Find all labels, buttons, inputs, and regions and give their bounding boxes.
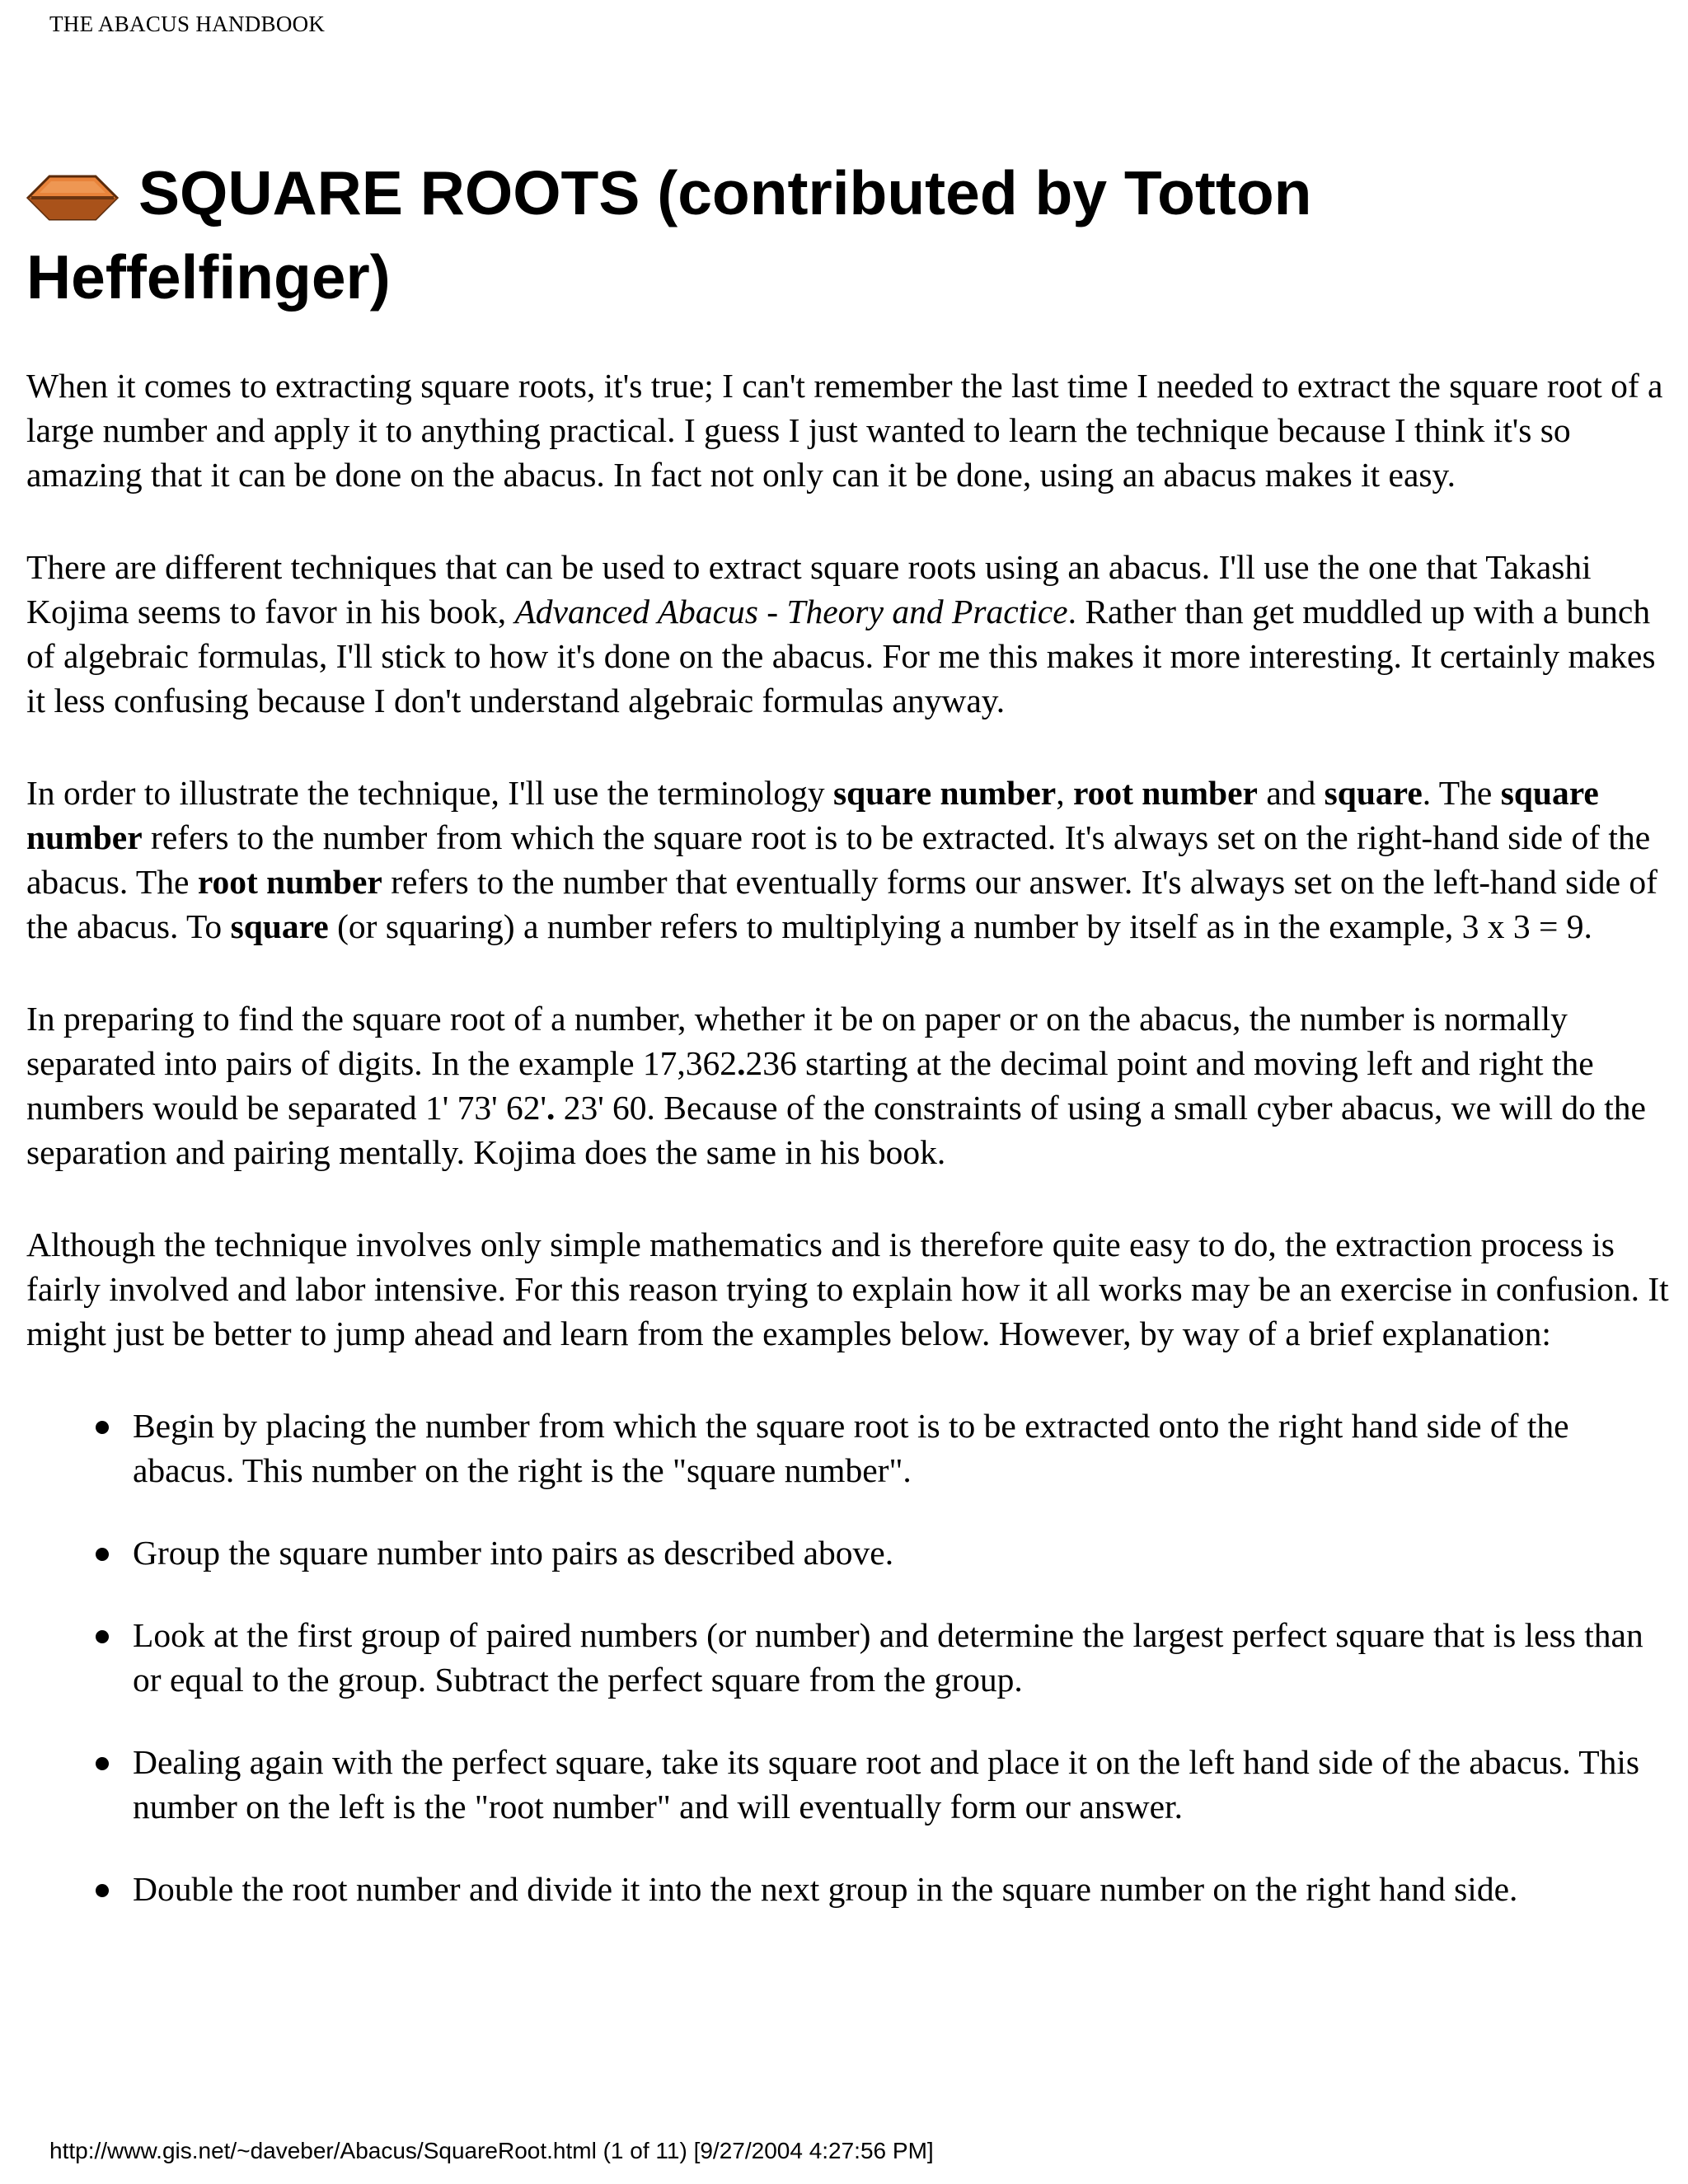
paragraph-text: There are different techniques that can be used to extract square roots using an abacus. I'll use the one that Takashi Kojima seems to favor in his book, xyxy=(26,548,1592,630)
list-item xyxy=(133,1740,1679,1829)
paragraph-text: . Rather than get muddled up with a bunch of algebraic formulas, I'll stick to how it's done on the abacus. For me this makes it more interesting. It certainly makes it less confusing because I don't understand algebraic formulas anyway. xyxy=(26,593,1656,719)
bullet-icon xyxy=(96,1884,109,1897)
paragraph-text: 23' 60. Because of the constraints of using a small cyber abacus, we will do the separation and pairing mentally. Kojima does the same in his book. xyxy=(26,1089,1646,1171)
paragraph-text: 236 starting at the decimal point and moving left and right the numbers would be separated 1' 73' 62' xyxy=(26,1044,1594,1127)
decimal-point: . xyxy=(546,1089,556,1127)
paragraph-terminology xyxy=(26,771,1679,949)
paragraph-text: . The xyxy=(1422,774,1501,812)
term-square-number: square number xyxy=(26,774,1599,856)
paragraph-text: (or squaring) a number refers to multiplying a number by itself as in the example, 3 x 3 = 9. xyxy=(328,907,1592,945)
steps-list xyxy=(26,1404,1679,1911)
paragraph-explanation: Although the technique involves only simple mathematics and is therefore quite easy to do, the extraction process is fairly involved and labor intensive. For this reason trying to explain how it all works may be an exercise in confusion. It might just be better to jump ahead and learn from the examples below. However, by way of a brief explanation: xyxy=(26,1226,1669,1352)
list-item-text: Double the root number and divide it into the next group in the square number on the right hand side. xyxy=(133,1870,1518,1908)
paragraph-intro: When it comes to extracting square roots, it's true; I can't remember the last time I needed to extract the square root of a large number and apply it to anything practical. I guess I just wanted to learn the technique because I think it's so amazing that it can be done on the abacus. In fact not only can it be done, using an abacus makes it easy. xyxy=(26,367,1663,494)
paragraph-text: and xyxy=(1257,774,1325,812)
list-item xyxy=(133,1530,1679,1575)
bullet-icon xyxy=(96,1757,109,1770)
paragraph-text: In order to illustrate the technique, I'll use the terminology xyxy=(26,774,833,812)
bullet-icon xyxy=(96,1548,109,1561)
paragraph-technique xyxy=(26,545,1679,723)
decimal-point: . xyxy=(737,1044,746,1082)
list-item-text: Begin by placing the number from which the square root is to be extracted onto the right hand side of the abacus. This number on the right is the "square number". xyxy=(133,1407,1569,1489)
term-root-number: root number xyxy=(1072,774,1258,812)
term-square-number: square number xyxy=(833,774,1057,812)
list-item-text: Dealing again with the perfect square, take its square root and place it on the left hand side of the abacus. This number on the left is the "root number" and will eventually form our answer. xyxy=(133,1743,1640,1825)
running-header: THE ABACUS HANDBOOK xyxy=(49,12,326,36)
list-item-text: Look at the first group of paired numbers (or number) and determine the largest perfect square that is less than or equal to the group. Subtract the perfect square from the group. xyxy=(133,1616,1643,1699)
list-item xyxy=(133,1613,1679,1702)
list-item xyxy=(133,1404,1679,1493)
list-item-text: Group the square number into pairs as described above. xyxy=(133,1534,894,1572)
term-square: square xyxy=(230,907,329,945)
page-title xyxy=(26,155,1667,315)
paragraph-text: , xyxy=(1056,774,1073,812)
page-footer-url: http://www.gis.net/~daveber/Abacus/SquareRoot.html (1 of 11) [9/27/2004 4:27:56 PM] xyxy=(49,2138,934,2163)
bullet-icon xyxy=(96,1630,109,1643)
paragraph-text: refers to the number from which the square root is to be extracted. It's always set on the right-hand side of the abacus. The xyxy=(26,818,1651,901)
term-root-number: root number xyxy=(197,863,382,901)
paragraph-text: In preparing to find the square root of a number, whether it be on paper or on the abacus, the number is normally separated into pairs of digits. In the example 17,362 xyxy=(26,1000,1568,1082)
list-item xyxy=(133,1867,1679,1911)
book-title: Advanced Abacus - Theory and Practice xyxy=(514,593,1068,630)
article-body xyxy=(26,363,1679,1949)
paragraph-pairing xyxy=(26,996,1679,1174)
bullet-icon xyxy=(96,1421,109,1434)
paragraph-text: refers to the number that eventually forms our answer. It's always set on the left-hand side of the abacus. To xyxy=(26,863,1658,945)
page-title-text: SQUARE ROOTS (contributed by Totton Heffelfinger) xyxy=(26,158,1312,312)
term-square: square xyxy=(1324,774,1423,812)
abacus-bead-icon xyxy=(26,163,119,239)
